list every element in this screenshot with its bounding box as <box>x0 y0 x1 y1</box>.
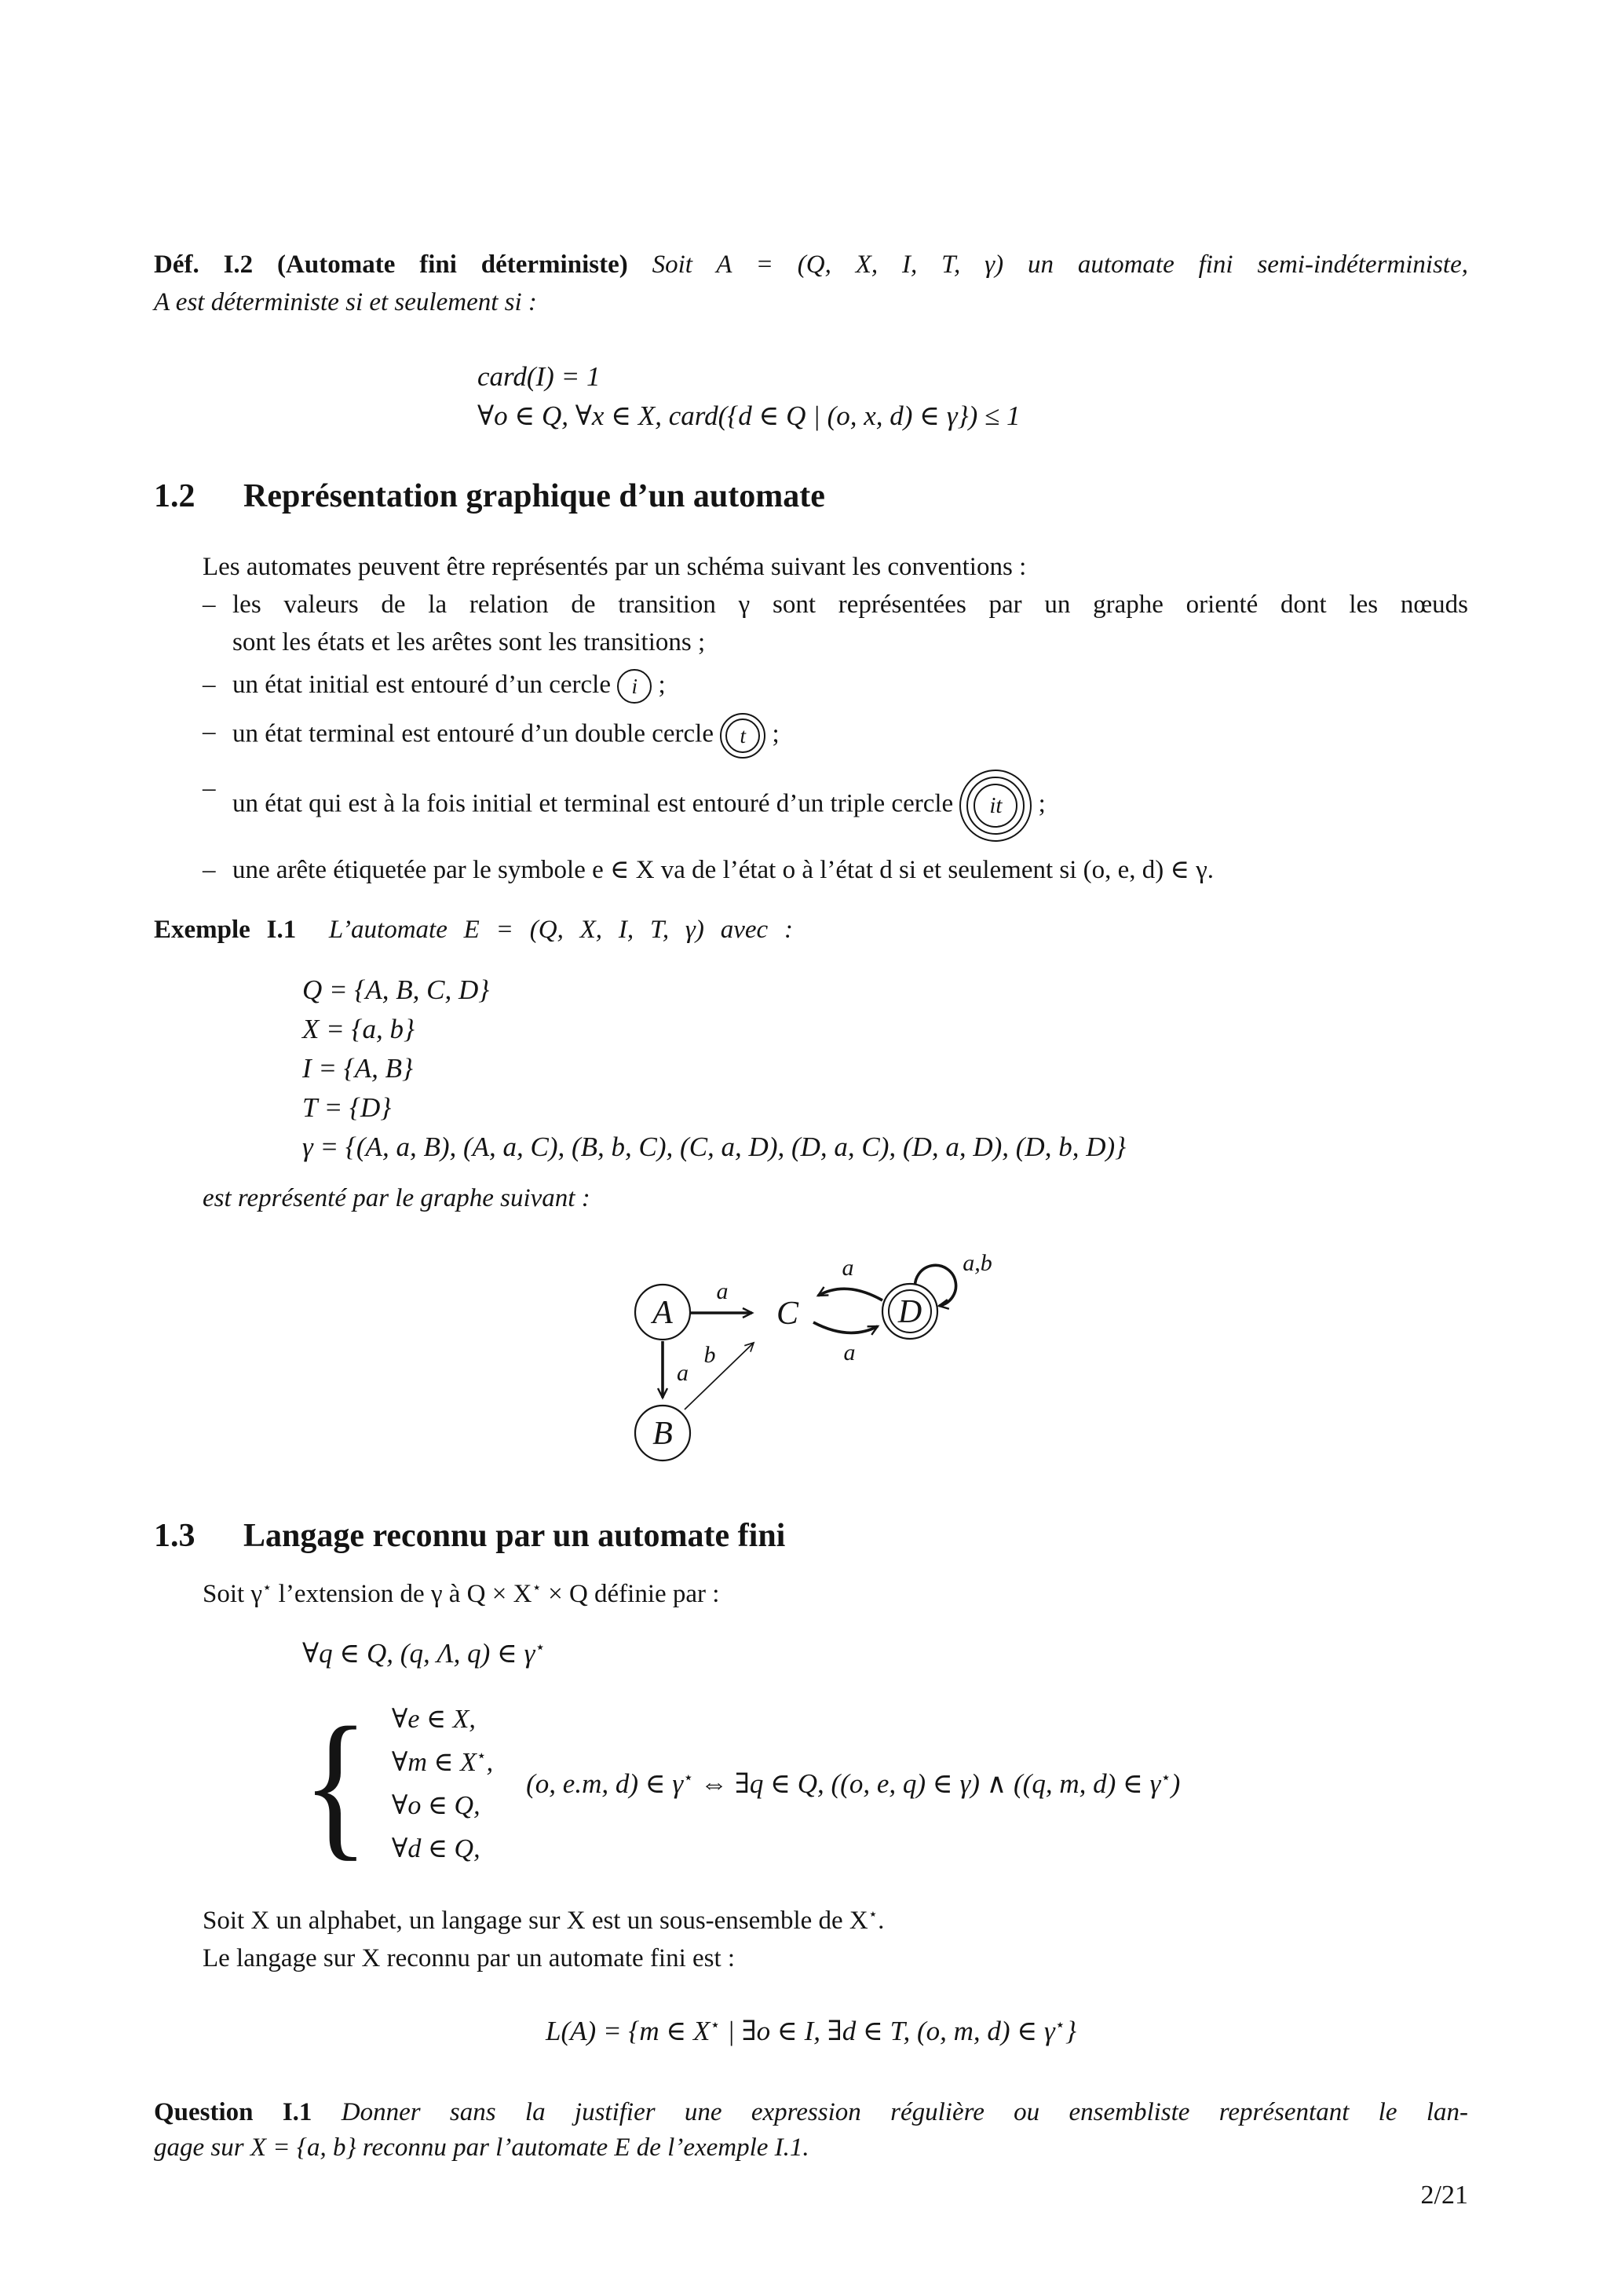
math-T: T = {D} <box>302 1092 392 1124</box>
inductive-system <box>302 1693 1468 1874</box>
question-line2: gage sur X = {a, b} reconnu par l’automate E de l’exemple I.1. <box>154 2133 809 2163</box>
extension-intro: Soit γ⋆ l’extension de γ à Q × X⋆ × Q définie par : <box>203 1579 720 1609</box>
inductive-formula: (o, e.m, d) ∈ γ⋆ ⇔ ∃q ∈ Q, ((o, e, q) ∈ γ) ∧ ((q, m, d) ∈ γ⋆) <box>526 1768 1181 1800</box>
list-item <box>203 666 1468 704</box>
item3-text: un état terminal est entouré d’un double cercle <box>232 720 714 748</box>
dash-bullet: – <box>203 590 216 619</box>
definition-label: Déf. I.2 (Automate fini déterministe) <box>154 250 628 279</box>
section-title: Langage reconnu par un automate fini <box>243 1518 786 1555</box>
item4-text: un état qui est à la fois initial et terminal est entouré d’un triple cercle <box>232 790 954 818</box>
state-B-label: B <box>652 1416 673 1453</box>
state-C-label: C <box>776 1296 799 1333</box>
example-label: Exemple I.1 <box>154 916 297 945</box>
list-item-text <box>232 586 1468 661</box>
terminal-state-symbol <box>720 713 765 759</box>
state-A-label: A <box>652 1295 673 1332</box>
middle-circle <box>966 777 1025 835</box>
item2-post: ; <box>658 671 666 699</box>
example-outro: est représenté par le graphe suivant : <box>203 1184 590 1213</box>
edge-D-C <box>818 1289 882 1301</box>
system-conditions <box>392 1698 493 1870</box>
math-forall-line: ∀o ∈ Q, ∀x ∈ X, card({d ∈ Q | (o, x, d) ∈ γ}) ≤ 1 <box>477 400 1021 431</box>
item2-text: un état initial est entouré d’un cercle <box>232 671 611 699</box>
state-letter: i <box>631 675 637 699</box>
state-D-label: D <box>897 1294 922 1331</box>
automaton-diagram-area <box>154 1241 1468 1476</box>
definition-text: Soit A = (Q, X, I, T, γ) un automate fini semi-indéterministe, <box>652 250 1468 279</box>
section-heading-1-2 <box>154 476 1468 517</box>
item3-post: ; <box>772 720 780 748</box>
edge-D-C-label: a <box>842 1255 854 1281</box>
inner-circle <box>974 784 1017 828</box>
language-formula: L(A) = {m ∈ X⋆ | ∃o ∈ I, ∃d ∈ T, (o, m, d) ∈ γ⋆} <box>546 2015 1076 2047</box>
state-letter: t <box>740 724 746 748</box>
edge-A-C-label: a <box>716 1278 729 1305</box>
edge-C-D <box>813 1322 878 1333</box>
item4-post: ; <box>1038 790 1046 818</box>
edge-B-C-label: b <box>703 1342 716 1369</box>
list-item-text <box>232 666 1468 704</box>
edge-D-D-label: a,b <box>963 1250 992 1277</box>
page-number: 2/21 <box>1420 2181 1468 2210</box>
math-I: I = {A, B} <box>302 1053 414 1084</box>
state-letters: it <box>989 793 1003 819</box>
initial-state-symbol <box>617 669 652 704</box>
left-brace: { <box>302 1693 369 1874</box>
math-gamma: γ = {(A, a, B), (A, a, C), (B, b, C), (C, a, D), (D, a, C), (D, a, D), (D, b, D)} <box>302 1132 1127 1163</box>
math-Q: Q = {A, B, C, D} <box>302 974 490 1006</box>
initial-terminal-state-symbol <box>959 770 1032 842</box>
section-number: 1.2 <box>154 478 195 514</box>
list-item <box>203 586 1468 661</box>
question-block <box>154 2095 1468 2166</box>
dash-bullet: – <box>203 774 216 803</box>
section-heading-1-3 <box>154 1515 1468 1556</box>
condition: ∀m ∈ X⋆, <box>391 1748 494 1778</box>
edge-A-B-label: a <box>677 1360 689 1387</box>
question-text: Donner sans la justifier une expression régulière ou ensembliste représentant le lan- <box>341 2098 1468 2127</box>
alphabet-sentence: Soit X un alphabet, un langage sur X est un sous-ensemble de X⋆. <box>203 1906 885 1936</box>
edge-C-D-label: a <box>843 1340 856 1366</box>
definition-math <box>477 357 1468 436</box>
recognized-sentence: Le langage sur X reconnu par un automate fini est : <box>203 1944 736 1973</box>
list-item <box>203 713 1468 759</box>
question-line1 <box>154 2095 1468 2130</box>
base-case-formula: ∀q ∈ Q, (q, Λ, q) ∈ γ⋆ <box>302 1637 546 1669</box>
condition: ∀e ∈ X, <box>391 1705 476 1735</box>
math-card-line: card(I) = 1 <box>477 361 601 392</box>
example-block <box>154 911 1468 949</box>
condition: ∀o ∈ Q, <box>391 1791 480 1821</box>
example-math <box>302 971 1468 1167</box>
definition-line1 <box>154 246 1468 283</box>
definition-line2: A est déterministe si et seulement si : <box>154 288 537 316</box>
definition-block <box>154 246 1468 321</box>
list-item <box>203 770 1468 842</box>
item1-line1: les valeurs de la relation de transition γ sont représentées par un graphe orienté dont les nœuds <box>232 590 1468 619</box>
list-item-text <box>232 713 1468 759</box>
item5-text: une arête étiquetée par le symbole e ∈ X va de l’état o à l’état d si et seulement si (o, e, d) ∈ γ. <box>232 856 1215 885</box>
conventions-intro: Les automates peuvent être représentés par un schéma suivant les conventions : <box>203 553 1027 581</box>
item1-line2: sont les états et les arêtes sont les transitions ; <box>232 628 706 656</box>
math-X: X = {a, b} <box>302 1014 415 1045</box>
section-number: 1.3 <box>154 1518 195 1555</box>
condition: ∀d ∈ Q, <box>391 1834 480 1864</box>
dash-bullet: – <box>203 856 216 885</box>
edge-B-C <box>685 1343 754 1409</box>
conventions-list <box>154 586 1468 889</box>
dash-bullet: – <box>203 718 216 747</box>
list-item <box>203 851 1468 889</box>
automaton-diagram <box>620 1241 1028 1476</box>
dash-bullet: – <box>203 671 216 699</box>
section-title: Représentation graphique d’un automate <box>243 478 825 514</box>
list-item-text <box>232 770 1468 842</box>
question-label: Question I.1 <box>154 2098 312 2127</box>
inner-circle <box>725 718 760 753</box>
example-intro: L’automate E = (Q, X, I, T, γ) avec : <box>328 916 794 945</box>
